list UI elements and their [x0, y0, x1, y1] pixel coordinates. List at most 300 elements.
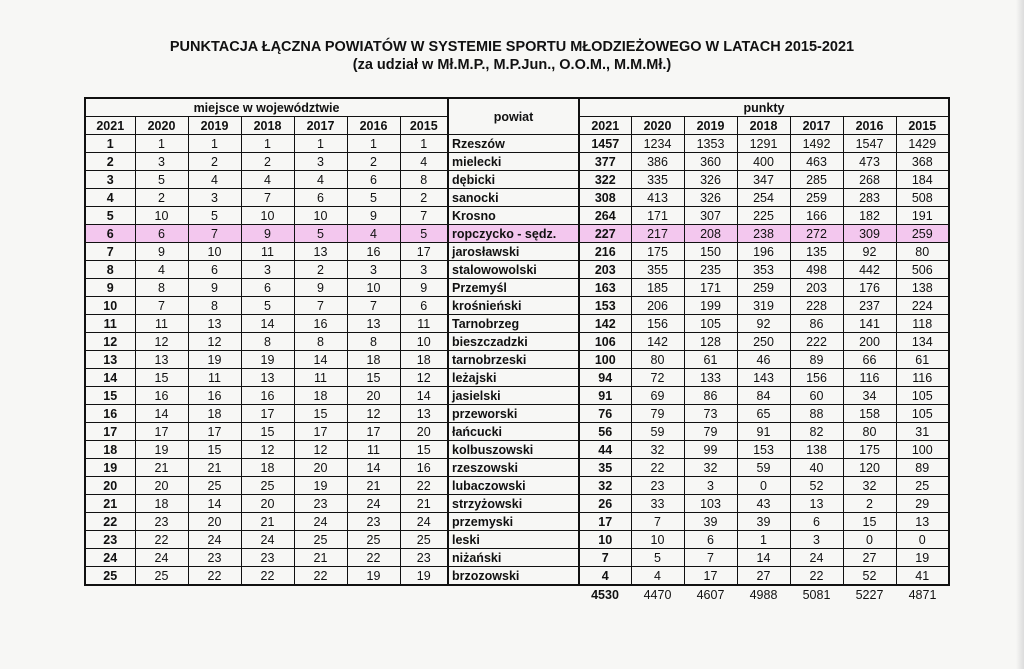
place-cell: 18: [294, 387, 347, 405]
place-cell: 24: [400, 513, 448, 531]
ranking-table-body: [85, 135, 949, 604]
place-cell: 14: [135, 405, 188, 423]
place-year-header-2019: 2019: [188, 117, 241, 135]
place-cell: 12: [400, 369, 448, 387]
place-cell: 14: [400, 387, 448, 405]
county-name: leski: [448, 531, 579, 549]
points-cell: 133: [684, 369, 737, 387]
place-cell: 7: [294, 297, 347, 315]
points-cell: 60: [790, 387, 843, 405]
table-row: [85, 531, 949, 549]
points-cell: 206: [631, 297, 684, 315]
points-cell: 91: [579, 387, 631, 405]
place-cell: 25: [347, 531, 400, 549]
points-cell: 0: [896, 531, 949, 549]
place-cell: 2: [135, 189, 188, 207]
empty-cell: [294, 585, 347, 603]
points-cell: 103: [684, 495, 737, 513]
place-cell: 5: [347, 189, 400, 207]
points-cell: 80: [843, 423, 896, 441]
points-cell: 185: [631, 279, 684, 297]
place-cell: 12: [85, 333, 135, 351]
points-cell: 39: [684, 513, 737, 531]
points-cell: 1547: [843, 135, 896, 153]
place-cell: 4: [85, 189, 135, 207]
points-cell: 224: [896, 297, 949, 315]
points-cell: 79: [631, 405, 684, 423]
place-cell: 17: [85, 423, 135, 441]
place-cell: 15: [294, 405, 347, 423]
county-name: niżański: [448, 549, 579, 567]
points-cell: 142: [631, 333, 684, 351]
points-cell: 360: [684, 153, 737, 171]
county-name: lubaczowski: [448, 477, 579, 495]
county-name: przemyski: [448, 513, 579, 531]
points-cell: 59: [737, 459, 790, 477]
place-year-header-2020: 2020: [135, 117, 188, 135]
table-row: [85, 279, 949, 297]
points-cell: 1353: [684, 135, 737, 153]
points-cell: 156: [631, 315, 684, 333]
points-cell: 142: [579, 315, 631, 333]
place-cell: 21: [241, 513, 294, 531]
place-cell: 8: [135, 279, 188, 297]
place-cell: 11: [347, 441, 400, 459]
points-cell: 134: [896, 333, 949, 351]
place-cell: 4: [188, 171, 241, 189]
table-row: [85, 351, 949, 369]
points-cell: 254: [737, 189, 790, 207]
place-cell: 9: [400, 279, 448, 297]
place-cell: 25: [85, 567, 135, 586]
points-cell: 41: [896, 567, 949, 586]
document-title: [0, 38, 1024, 74]
points-cell: 128: [684, 333, 737, 351]
place-cell: 10: [188, 243, 241, 261]
place-cell: 4: [347, 225, 400, 243]
points-cell: 250: [737, 333, 790, 351]
place-cell: 13: [135, 351, 188, 369]
place-cell: 17: [188, 423, 241, 441]
points-cell: 216: [579, 243, 631, 261]
points-cell: 105: [896, 387, 949, 405]
points-cell: 259: [896, 225, 949, 243]
place-cell: 16: [241, 387, 294, 405]
points-cell: 92: [843, 243, 896, 261]
points-cell: 120: [843, 459, 896, 477]
place-cell: 5: [85, 207, 135, 225]
points-cell: 13: [790, 495, 843, 513]
place-cell: 9: [85, 279, 135, 297]
points-cell: 225: [737, 207, 790, 225]
place-cell: 16: [135, 387, 188, 405]
points-cell: 208: [684, 225, 737, 243]
county-name: tarnobrzeski: [448, 351, 579, 369]
place-cell: 6: [135, 225, 188, 243]
place-cell: 22: [188, 567, 241, 586]
place-cell: 25: [188, 477, 241, 495]
points-cell: 259: [790, 189, 843, 207]
place-cell: 16: [85, 405, 135, 423]
points-cell: 86: [790, 315, 843, 333]
place-cell: 24: [347, 495, 400, 513]
points-cell: 184: [896, 171, 949, 189]
place-cell: 19: [294, 477, 347, 495]
points-cell: 335: [631, 171, 684, 189]
place-cell: 2: [347, 153, 400, 171]
place-cell: 22: [400, 477, 448, 495]
points-group-header: punkty: [579, 98, 949, 117]
empty-cell: [188, 585, 241, 603]
place-cell: 4: [241, 171, 294, 189]
county-name: sanocki: [448, 189, 579, 207]
points-cell: 264: [579, 207, 631, 225]
points-cell: 442: [843, 261, 896, 279]
points-total: 4470: [643, 587, 672, 602]
points-cell: 24: [790, 549, 843, 567]
points-cell: 237: [843, 297, 896, 315]
place-cell: 15: [188, 441, 241, 459]
place-cell: 2: [85, 153, 135, 171]
place-cell: 15: [241, 423, 294, 441]
place-cell: 22: [294, 567, 347, 586]
place-cell: 23: [135, 513, 188, 531]
place-cell: 24: [85, 549, 135, 567]
points-total: 5227: [855, 587, 884, 602]
place-cell: 5: [400, 225, 448, 243]
points-cell: 150: [684, 243, 737, 261]
place-cell: 15: [85, 387, 135, 405]
points-cell: 46: [737, 351, 790, 369]
points-cell: 377: [579, 153, 631, 171]
points-cell: 163: [579, 279, 631, 297]
table-row: [85, 315, 949, 333]
county-name: stalowowolski: [448, 261, 579, 279]
county-name: rzeszowski: [448, 459, 579, 477]
totals-row: [85, 585, 949, 603]
points-cell: 1234: [631, 135, 684, 153]
points-cell: 33: [631, 495, 684, 513]
place-cell: 7: [400, 207, 448, 225]
place-cell: 11: [135, 315, 188, 333]
points-cell: 43: [737, 495, 790, 513]
points-cell: 1457: [579, 135, 631, 153]
points-cell: 23: [631, 477, 684, 495]
place-cell: 17: [400, 243, 448, 261]
table-row: [85, 513, 949, 531]
table-row: [85, 153, 949, 171]
place-cell: 12: [135, 333, 188, 351]
place-cell: 10: [347, 279, 400, 297]
place-cell: 12: [294, 441, 347, 459]
place-year-header-2015: 2015: [400, 117, 448, 135]
points-cell: 22: [790, 567, 843, 586]
points-year-header-2019: 2019: [684, 117, 737, 135]
place-cell: 1: [294, 135, 347, 153]
points-cell: 463: [790, 153, 843, 171]
place-cell: 20: [85, 477, 135, 495]
place-cell: 6: [294, 189, 347, 207]
points-cell: 308: [579, 189, 631, 207]
place-cell: 11: [85, 315, 135, 333]
points-cell: 76: [579, 405, 631, 423]
points-cell: 238: [737, 225, 790, 243]
table-row: [85, 207, 949, 225]
place-cell: 5: [188, 207, 241, 225]
points-cell: 191: [896, 207, 949, 225]
place-cell: 14: [188, 495, 241, 513]
place-cell: 16: [400, 459, 448, 477]
place-cell: 18: [347, 351, 400, 369]
points-cell: 166: [790, 207, 843, 225]
place-cell: 18: [188, 405, 241, 423]
points-cell: 10: [579, 531, 631, 549]
place-cell: 23: [347, 513, 400, 531]
points-cell: 158: [843, 405, 896, 423]
header-row-groups: [85, 98, 949, 117]
place-cell: 6: [85, 225, 135, 243]
points-cell: 171: [631, 207, 684, 225]
table-row: [85, 135, 949, 153]
place-cell: 8: [188, 297, 241, 315]
place-cell: 10: [135, 207, 188, 225]
points-total: 4988: [749, 587, 778, 602]
place-cell: 14: [294, 351, 347, 369]
points-cell: 138: [790, 441, 843, 459]
points-cell: 347: [737, 171, 790, 189]
place-cell: 10: [241, 207, 294, 225]
place-cell: 5: [241, 297, 294, 315]
points-cell: 138: [896, 279, 949, 297]
place-cell: 15: [400, 441, 448, 459]
place-cell: 23: [400, 549, 448, 567]
points-cell: 94: [579, 369, 631, 387]
place-cell: 1: [400, 135, 448, 153]
place-cell: 13: [400, 405, 448, 423]
points-year-header-2017: 2017: [790, 117, 843, 135]
place-cell: 6: [188, 261, 241, 279]
points-cell: 89: [896, 459, 949, 477]
points-cell: 52: [843, 567, 896, 586]
place-cell: 24: [188, 531, 241, 549]
place-cell: 9: [241, 225, 294, 243]
points-cell: 200: [843, 333, 896, 351]
points-cell: 268: [843, 171, 896, 189]
points-cell: 0: [737, 477, 790, 495]
place-cell: 2: [188, 153, 241, 171]
points-cell: 400: [737, 153, 790, 171]
points-cell: 105: [684, 315, 737, 333]
points-cell: 182: [843, 207, 896, 225]
points-cell: 116: [896, 369, 949, 387]
points-cell: 143: [737, 369, 790, 387]
points-cell: 228: [790, 297, 843, 315]
place-cell: 3: [188, 189, 241, 207]
table-row: [85, 387, 949, 405]
table-row: [85, 171, 949, 189]
points-cell: 88: [790, 405, 843, 423]
place-cell: 3: [241, 261, 294, 279]
place-cell: 20: [400, 423, 448, 441]
place-cell: 14: [241, 315, 294, 333]
points-cell: 368: [896, 153, 949, 171]
place-cell: 10: [294, 207, 347, 225]
table-row: [85, 549, 949, 567]
points-cell: 105: [896, 405, 949, 423]
place-cell: 19: [347, 567, 400, 586]
county-name: brzozowski: [448, 567, 579, 586]
place-cell: 2: [294, 261, 347, 279]
points-cell: 19: [896, 549, 949, 567]
points-cell: 175: [631, 243, 684, 261]
points-cell: 17: [579, 513, 631, 531]
place-cell: 25: [400, 531, 448, 549]
points-cell: 39: [737, 513, 790, 531]
county-name: kolbuszowski: [448, 441, 579, 459]
place-cell: 1: [188, 135, 241, 153]
points-cell: 3: [790, 531, 843, 549]
points-cell: 32: [631, 441, 684, 459]
table-row: [85, 369, 949, 387]
place-cell: 7: [85, 243, 135, 261]
title-line-2: (za udział w Mł.M.P., M.P.Jun., O.O.M., M.M.Mł.): [352, 57, 672, 73]
place-cell: 3: [400, 261, 448, 279]
points-cell: 319: [737, 297, 790, 315]
place-cell: 4: [135, 261, 188, 279]
points-cell: 100: [896, 441, 949, 459]
place-cell: 9: [188, 279, 241, 297]
points-cell: 1291: [737, 135, 790, 153]
points-cell: 285: [790, 171, 843, 189]
place-cell: 20: [347, 387, 400, 405]
points-cell: 4: [631, 567, 684, 586]
points-cell: 413: [631, 189, 684, 207]
place-cell: 7: [347, 297, 400, 315]
place-cell: 17: [135, 423, 188, 441]
points-cell: 69: [631, 387, 684, 405]
points-cell: 4: [579, 567, 631, 586]
points-cell: 171: [684, 279, 737, 297]
points-year-header-2018: 2018: [737, 117, 790, 135]
points-cell: 10: [631, 531, 684, 549]
place-cell: 8: [294, 333, 347, 351]
place-cell: 15: [135, 369, 188, 387]
points-cell: 82: [790, 423, 843, 441]
points-cell: 99: [684, 441, 737, 459]
place-cell: 25: [241, 477, 294, 495]
points-cell: 13: [896, 513, 949, 531]
place-cell: 19: [241, 351, 294, 369]
place-cell: 12: [347, 405, 400, 423]
points-cell: 196: [737, 243, 790, 261]
place-cell: 24: [241, 531, 294, 549]
place-cell: 13: [188, 315, 241, 333]
place-cell: 22: [347, 549, 400, 567]
points-cell: 326: [684, 189, 737, 207]
county-name: przeworski: [448, 405, 579, 423]
place-cell: 25: [294, 531, 347, 549]
points-cell: 92: [737, 315, 790, 333]
place-cell: 5: [135, 171, 188, 189]
place-cell: 6: [347, 171, 400, 189]
table-row: [85, 225, 949, 243]
points-total: 4530: [591, 587, 619, 602]
place-cell: 19: [188, 351, 241, 369]
place-cell: 24: [135, 549, 188, 567]
points-cell: 29: [896, 495, 949, 513]
place-cell: 2: [400, 189, 448, 207]
place-cell: 18: [241, 459, 294, 477]
place-cell: 21: [400, 495, 448, 513]
points-cell: 203: [579, 261, 631, 279]
points-cell: 227: [579, 225, 631, 243]
place-cell: 9: [294, 279, 347, 297]
place-cell: 3: [294, 153, 347, 171]
county-name: łańcucki: [448, 423, 579, 441]
empty-cell: [241, 585, 294, 603]
place-cell: 13: [241, 369, 294, 387]
points-cell: 59: [631, 423, 684, 441]
county-header: powiat: [448, 98, 579, 135]
place-cell: 12: [241, 441, 294, 459]
points-cell: 222: [790, 333, 843, 351]
county-name: bieszczadzki: [448, 333, 579, 351]
place-cell: 1: [241, 135, 294, 153]
points-cell: 35: [579, 459, 631, 477]
county-name: Rzeszów: [448, 135, 579, 153]
table-row: [85, 423, 949, 441]
place-cell: 8: [241, 333, 294, 351]
place-cell: 20: [294, 459, 347, 477]
points-cell: 473: [843, 153, 896, 171]
points-cell: 156: [790, 369, 843, 387]
place-cell: 18: [135, 495, 188, 513]
points-cell: 22: [631, 459, 684, 477]
points-cell: 506: [896, 261, 949, 279]
county-name: mielecki: [448, 153, 579, 171]
table-row: [85, 243, 949, 261]
points-cell: 106: [579, 333, 631, 351]
table-row: [85, 441, 949, 459]
place-cell: 15: [347, 369, 400, 387]
place-cell: 1: [135, 135, 188, 153]
points-cell: 1: [737, 531, 790, 549]
points-cell: 508: [896, 189, 949, 207]
points-cell: 26: [579, 495, 631, 513]
points-total: 4871: [908, 587, 937, 602]
county-name: leżajski: [448, 369, 579, 387]
points-cell: 73: [684, 405, 737, 423]
points-cell: 7: [631, 513, 684, 531]
points-cell: 79: [684, 423, 737, 441]
points-cell: 3: [684, 477, 737, 495]
place-cell: 13: [347, 315, 400, 333]
place-cell: 24: [294, 513, 347, 531]
place-cell: 21: [188, 459, 241, 477]
place-cell: 21: [294, 549, 347, 567]
place-cell: 16: [188, 387, 241, 405]
county-name: ropczycko - sędz.: [448, 225, 579, 243]
ranking-table: [84, 97, 950, 603]
county-name: jarosławski: [448, 243, 579, 261]
points-cell: 175: [843, 441, 896, 459]
place-cell: 10: [400, 333, 448, 351]
points-cell: 386: [631, 153, 684, 171]
points-cell: 84: [737, 387, 790, 405]
points-cell: 14: [737, 549, 790, 567]
points-cell: 118: [896, 315, 949, 333]
table-row: [85, 567, 949, 586]
